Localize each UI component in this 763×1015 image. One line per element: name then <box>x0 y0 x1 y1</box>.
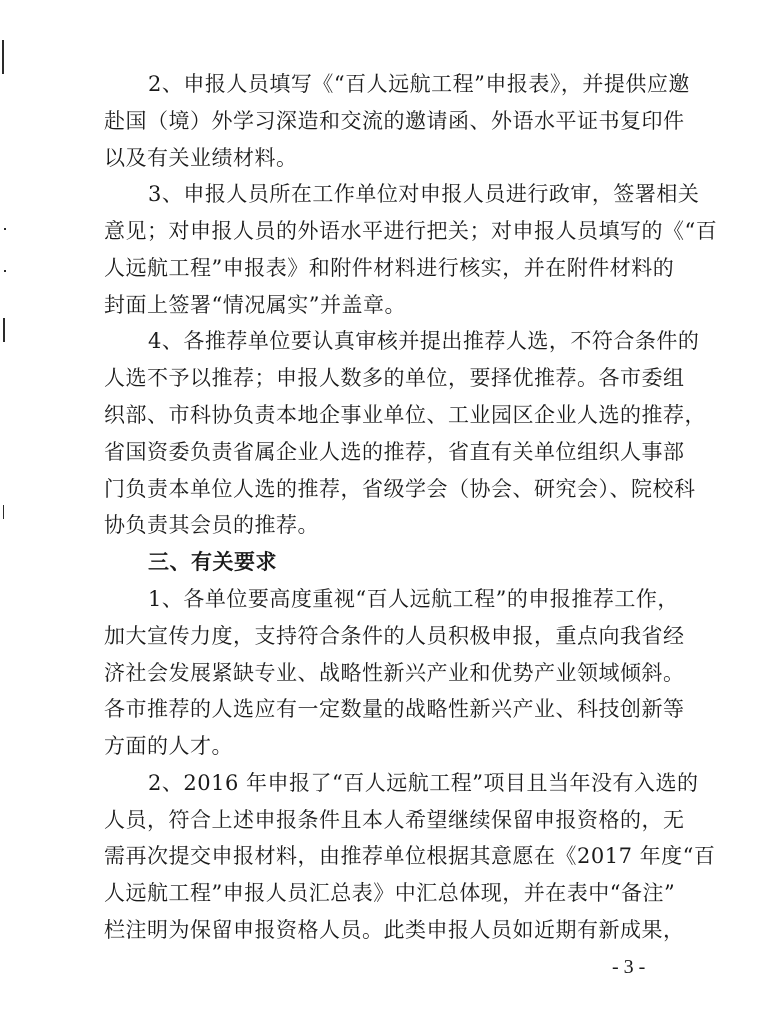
paragraph-line: 加大宣传力度，支持符合条件的人员积极申报，重点向我省经 <box>104 624 685 648</box>
paragraph-line: 4、各推荐单位要认真审核并提出推荐人选，不符合条件的 <box>148 329 700 353</box>
paragraph-line: 门负责本单位人选的推荐，省级学会（协会、研究会）、院校科 <box>104 477 696 501</box>
paragraph-line: 3、申报人员所在工作单位对申报人员进行政审，签署相关 <box>148 182 700 206</box>
paragraph-line: 人远航工程”申报人员汇总表》中汇总体现，并在表中“备注” <box>104 881 676 905</box>
paragraph-line: 需再次提交申报材料，由推荐单位根据其意愿在《2017 年度“百 <box>104 844 716 868</box>
paragraph-line: 协负责其会员的推荐。 <box>104 513 319 537</box>
paragraph-line: 意见；对申报人员的外语水平进行把关；对申报人员填写的《“百 <box>104 219 718 243</box>
paragraph-line: 封面上签署“情况属实”并盖章。 <box>104 293 406 317</box>
paragraph-line: 方面的人才。 <box>104 734 233 758</box>
section-heading: 三、有关要求 <box>148 550 277 574</box>
paragraph-line: 人远航工程”申报表》和附件材料进行核实，并在附件材料的 <box>104 256 675 280</box>
paragraph-line: 济社会发展紧缺专业、战略性新兴产业和优势产业领域倾斜。 <box>104 661 685 685</box>
paragraph-line: 栏注明为保留申报资格人员。此类申报人员如近期有新成果， <box>104 918 685 942</box>
paragraph-line: 各市推荐的人选应有一定数量的战略性新兴产业、科技创新等 <box>104 697 685 721</box>
paragraph-line: 以及有关业绩材料。 <box>104 146 298 170</box>
page-number: - 3 - <box>612 956 646 978</box>
paragraph-line: 2、2016 年申报了“百人远航工程”项目且当年没有入选的 <box>148 771 699 795</box>
paragraph-line: 织部、市科协负责本地企事业单位、工业园区企业人选的推荐， <box>104 403 706 427</box>
paragraph-line: 2、申报人员填写《“百人远航工程”申报表》，并提供应邀 <box>148 72 690 96</box>
paragraph-line: 省国资委负责省属企业人选的推荐，省直有关单位组织人事部 <box>104 440 685 464</box>
paragraph-line: 人选不予以推荐；申报人数多的单位，要择优推荐。各市委组 <box>104 366 685 390</box>
paragraph-line: 人员，符合上述申报条件且本人希望继续保留申报资格的，无 <box>104 808 685 832</box>
paragraph-line: 1、各单位要高度重视“百人远航工程”的申报推荐工作， <box>148 587 679 611</box>
paragraph-line: 赴国（境）外学习深造和交流的邀请函、外语水平证书复印件 <box>104 109 685 133</box>
